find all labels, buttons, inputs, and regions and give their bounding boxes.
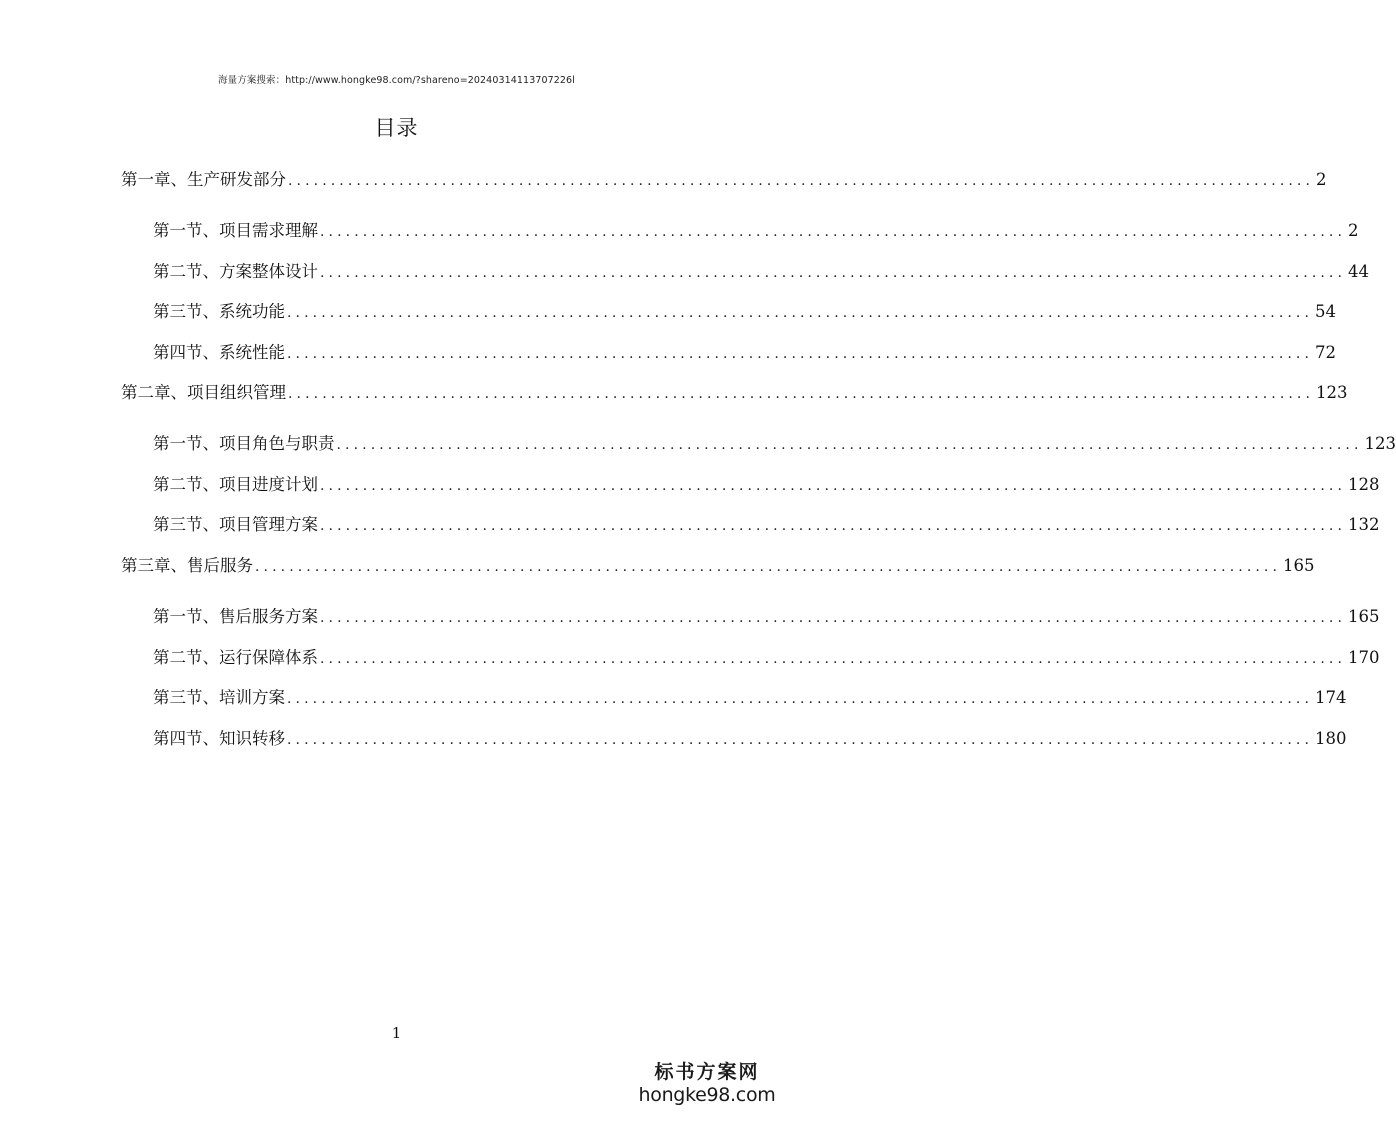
toc-entry-label: 第四节、知识转移 [153,729,285,748]
toc-leader-dots: ........................................................................................................................ [320,224,1347,240]
toc-entry[interactable] [153,686,1347,710]
toc-entry-page: 2 [1348,221,1359,240]
toc-entry[interactable] [153,473,1380,497]
toc-leader-dots: ........................................................................................................................ [336,437,1363,453]
toc-leader-dots: ........................................................................................................................ [287,346,1314,362]
toc-entry-page: 123 [1316,383,1348,402]
toc-entry[interactable] [121,168,1327,192]
toc-entry[interactable] [153,513,1380,537]
toc-entry[interactable] [153,727,1347,751]
toc-entry-label: 第三节、培训方案 [153,688,285,707]
toc-entry-page: 165 [1348,607,1380,626]
header-url: 海量方案搜索：http://www.hongke98.com/?shareno=20240314113707226l [218,75,575,86]
toc-entry[interactable] [153,260,1370,284]
toc-entry[interactable] [153,219,1359,243]
toc-leader-dots: ........................................................................................................................ [287,305,1314,321]
toc-entry-label: 第三节、系统功能 [153,302,285,321]
toc-entry-page: 72 [1315,343,1337,362]
toc-entry-page: 123 [1364,434,1396,453]
toc-entry-page: 180 [1315,729,1347,748]
toc-entry[interactable] [121,554,1315,578]
toc-entry[interactable] [153,300,1337,324]
toc-leader-dots: ........................................................................................................................ [320,518,1347,534]
toc-leader-dots: ........................................................................................................................ [255,559,1282,575]
toc-entry-page: 44 [1348,262,1370,281]
toc-entry-label: 第二节、运行保障体系 [153,648,318,667]
toc-entry[interactable] [121,381,1348,405]
toc-entry-label: 第三章、售后服务 [121,556,253,575]
toc-entry-label: 第三节、项目管理方案 [153,515,318,534]
toc-entry-page: 170 [1348,648,1380,667]
toc-entry-label: 第一节、项目角色与职责 [153,434,335,453]
toc-entry-label: 第二节、方案整体设计 [153,262,318,281]
page-number: 1 [391,1024,402,1042]
toc-title: 目录 [374,116,419,140]
toc-entry[interactable] [153,605,1380,629]
toc-leader-dots: ........................................................................................................................ [287,732,1314,748]
toc-entry-page: 174 [1315,688,1347,707]
watermark-chinese-text: 标书方案网 [654,1061,760,1083]
toc-leader-dots: ........................................................................................................................ [320,265,1347,281]
site-watermark-logo [637,1060,777,1106]
toc-entry-label: 第一节、项目需求理解 [153,221,318,240]
toc-entry-page: 2 [1316,170,1327,189]
toc-entry[interactable] [153,646,1380,670]
toc-leader-dots: ........................................................................................................................ [287,691,1314,707]
watermark-domain-text: hongke98.com [638,1084,776,1106]
toc-leader-dots: ........................................................................................................................ [288,386,1315,402]
toc-entry-label: 第一章、生产研发部分 [121,170,286,189]
toc-entry-page: 128 [1348,475,1380,494]
toc-entry-label: 第二节、项目进度计划 [153,475,318,494]
toc-leader-dots: ........................................................................................................................ [320,478,1347,494]
toc-entry-page: 132 [1348,515,1380,534]
toc-leader-dots: ........................................................................................................................ [320,651,1347,667]
toc-entry-label: 第四节、系统性能 [153,343,285,362]
toc-entry-page: 54 [1315,302,1337,321]
toc-entry-label: 第一节、售后服务方案 [153,607,318,626]
toc-leader-dots: ........................................................................................................................ [288,173,1315,189]
toc-entry-label: 第二章、项目组织管理 [121,383,286,402]
toc-entry[interactable] [153,432,1396,456]
toc-entry[interactable] [153,341,1337,365]
toc-leader-dots: ........................................................................................................................ [320,610,1347,626]
toc-entry-page: 165 [1283,556,1315,575]
